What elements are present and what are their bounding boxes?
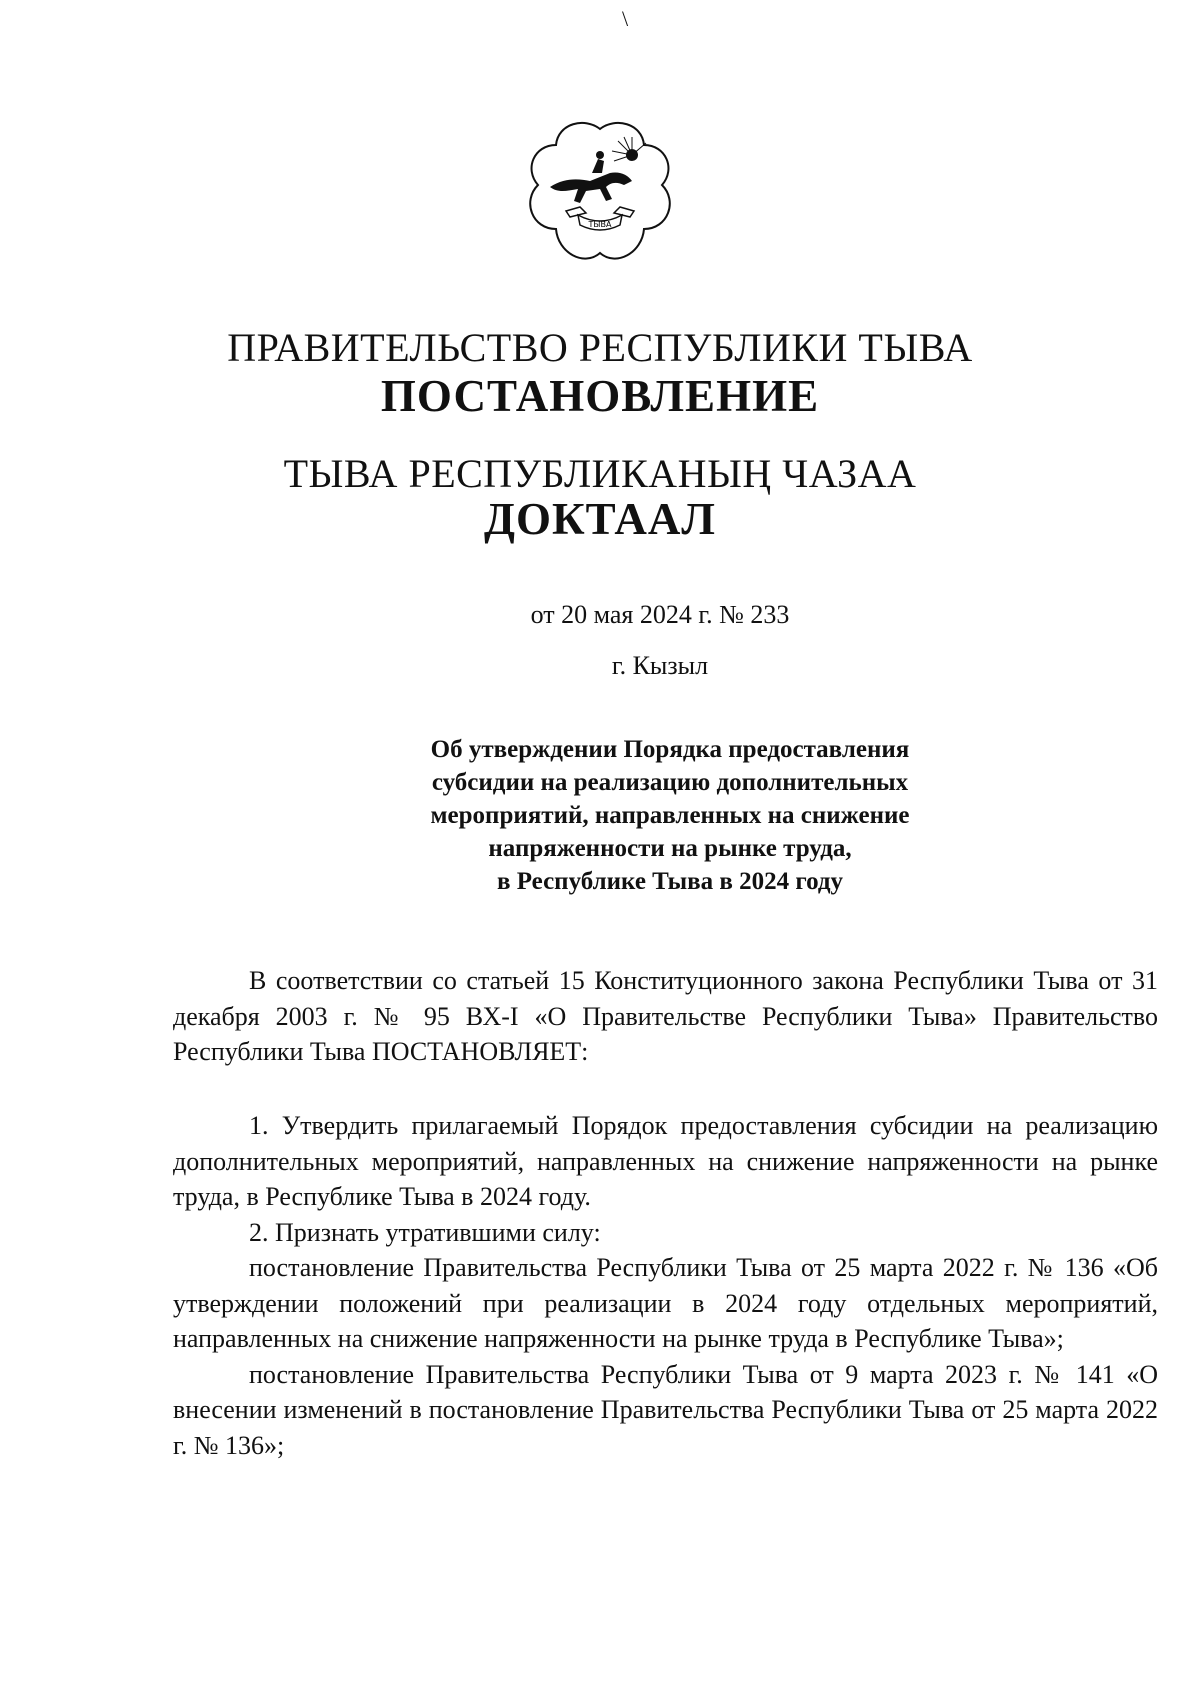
resolution-body bbox=[173, 1108, 1158, 1463]
document-title bbox=[380, 733, 960, 898]
title-line: мероприятий, направленных на снижение bbox=[430, 802, 910, 829]
document-type-tyv: ДОКТААЛ bbox=[484, 494, 716, 544]
government-name-ru: ПРАВИТЕЛЬСТВО РЕСПУБЛИКИ ТЫВА bbox=[227, 325, 973, 370]
paragraph-repeal: 2. Признать утратившими силу: bbox=[249, 1217, 601, 1247]
government-name-tyv: ТЫВА РЕСПУБЛИКАНЫҢ ЧАЗАА bbox=[283, 451, 917, 496]
preamble-block bbox=[173, 963, 1158, 1070]
title-line: напряженности на рынке труда, bbox=[488, 835, 852, 862]
document-city: г. Кызыл bbox=[611, 651, 709, 680]
document-date-number: от 20 мая 2024 г. № 233 bbox=[530, 600, 790, 629]
document-type-ru: ПОСТАНОВЛЕНИЕ bbox=[380, 371, 820, 421]
preamble-paragraph: В соответствии со статьей 15 Конституционного закона Республики Тыва от 31 декабря 2003 г. № 95 ВХ-I «О Правительстве Республики Тыва» Правительство Республики Тыва ПОСТАНОВЛЯЕТ: bbox=[173, 966, 1158, 1066]
scan-artifact-mark: \ bbox=[622, 6, 629, 31]
emblem-text: ТЫВА bbox=[588, 220, 612, 229]
tuva-emblem-icon bbox=[520, 115, 680, 275]
paragraph-approve: 1. Утвердить прилагаемый Порядок предоставления субсидии на реализацию дополнительных мероприятий, направленных на снижение напряженности на рынке труда, в Республике Тыва в 2024 году. bbox=[173, 1111, 1158, 1211]
paragraph-repealed-act-1: постановление Правительства Республики Тыва от 25 марта 2022 г. № 136 «Об утверждении положений при реализации в 2024 году отдельных мероприятий, направленных на снижение напряженности на рынке труда в Республике Тыва»; bbox=[173, 1253, 1158, 1353]
title-line: субсидии на реализацию дополнительных bbox=[431, 769, 909, 796]
title-line: Об утверждении Порядка предоставления bbox=[430, 736, 910, 763]
paragraph-repealed-act-2: постановление Правительства Республики Тыва от 9 марта 2023 г. № 141 «О внесении изменений в постановление Правительства Республики Тыва от 25 марта 2022 г. № 136»; bbox=[173, 1359, 1158, 1460]
title-line: в Республике Тыва в 2024 году bbox=[496, 868, 844, 895]
